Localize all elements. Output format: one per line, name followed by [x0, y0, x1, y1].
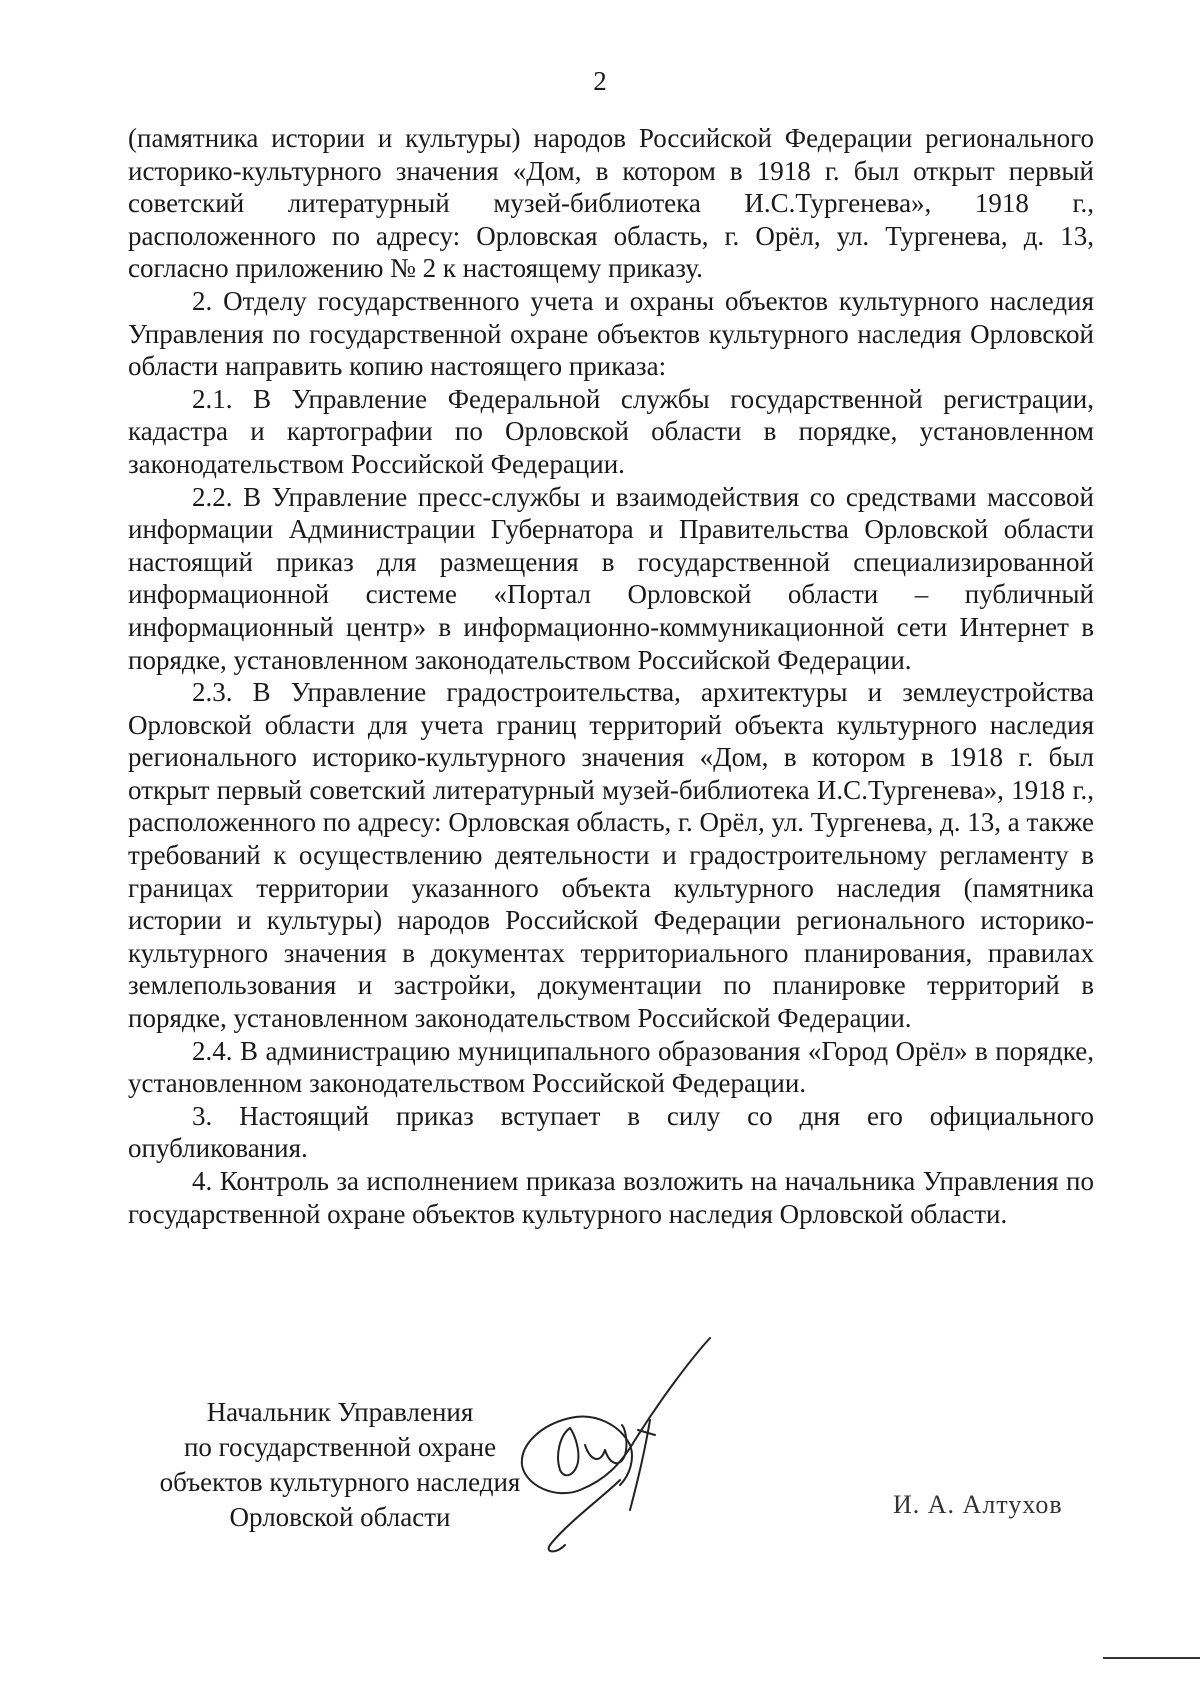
- page-number: 2: [593, 66, 607, 96]
- signatory-title-line: объектов культурного наследия: [159, 1467, 521, 1497]
- signatory-title: [140, 1395, 540, 1535]
- paragraph-item-2-3: 2.3. В Управление градостроительства, архитектуры и землеустройства Орловской области для учета границ территорий объекта культурного наследия регионального историко-культурного значения «Дом, в котором в 1918 г. был открыт первый советский литературный музей-библиотека И.С.Тургенева», 1918 г., расположенного по адресу: Орловская область, г. Орёл, ул. Тургенева, д. 13, а также требований к осуществлению деятельности и градостроительному регламенту в границах территории указанного объекта культурного наследия (памятника истории и культуры) народов Российской Федерации регионального историко-культурного значения в документах территориального планирования, правилах землепользования и застройки, документации по планировке территорий в порядке, установленном законодательством Российской Федерации.: [128, 677, 1094, 1034]
- document-body: [128, 122, 1094, 1230]
- handwritten-signature: [510, 1330, 780, 1570]
- paragraph-item-2-1: 2.1. В Управление Федеральной службы государственной регистрации, кадастра и картографии по Орловской области в порядке, установленном законодательством Российской Федерации.: [128, 383, 1094, 479]
- paragraph-item-3: 3. Настоящий приказ вступает в силу со дня его официального опубликования.: [128, 1100, 1094, 1164]
- paragraph-continuation: (памятника истории и культуры) народов Российской Федерации регионального историко-культурного значения «Дом, в котором в 1918 г. был открыт первый советский литературный музей-библиотека И.С.Тургенева», 1918 г., расположенного по адресу: Орловская область, г. Орёл, ул. Тургенева, д. 13, согласно приложению № 2 к настоящему приказу.: [128, 123, 1094, 284]
- scan-edge-line: [1103, 1657, 1200, 1659]
- signatory-title-line: Начальник Управления: [206, 1397, 474, 1427]
- paragraph-item-2-2: 2.2. В Управление пресс-службы и взаимодействия со средствами массовой информации Администрации Губернатора и Правительства Орловской области настоящий приказ для размещения в государственной специализированной информационной системе «Портал Орловской области – публичный информационный центр» в информационно-коммуникационной сети Интернет в порядке, установленном законодательством Российской Федерации.: [128, 481, 1094, 675]
- signatory-title-line: по государственной охране: [183, 1432, 497, 1462]
- signatory-name: И. А. Алтухов: [893, 1490, 1063, 1519]
- paragraph-item-2-4: 2.4. В администрацию муниципального образования «Город Орёл» в порядке, установленном законодательством Российской Федерации.: [128, 1035, 1094, 1099]
- paragraph-item-2: 2. Отделу государственного учета и охраны объектов культурного наследия Управления по государственной охране объектов культурного наследия Орловской области направить копию настоящего приказа:: [128, 285, 1094, 382]
- signatory-title-line: Орловской области: [229, 1502, 451, 1532]
- paragraph-item-4: 4. Контроль за исполнением приказа возложить на начальника Управления по государственной охране объектов культурного наследия Орловской области.: [128, 1166, 1094, 1229]
